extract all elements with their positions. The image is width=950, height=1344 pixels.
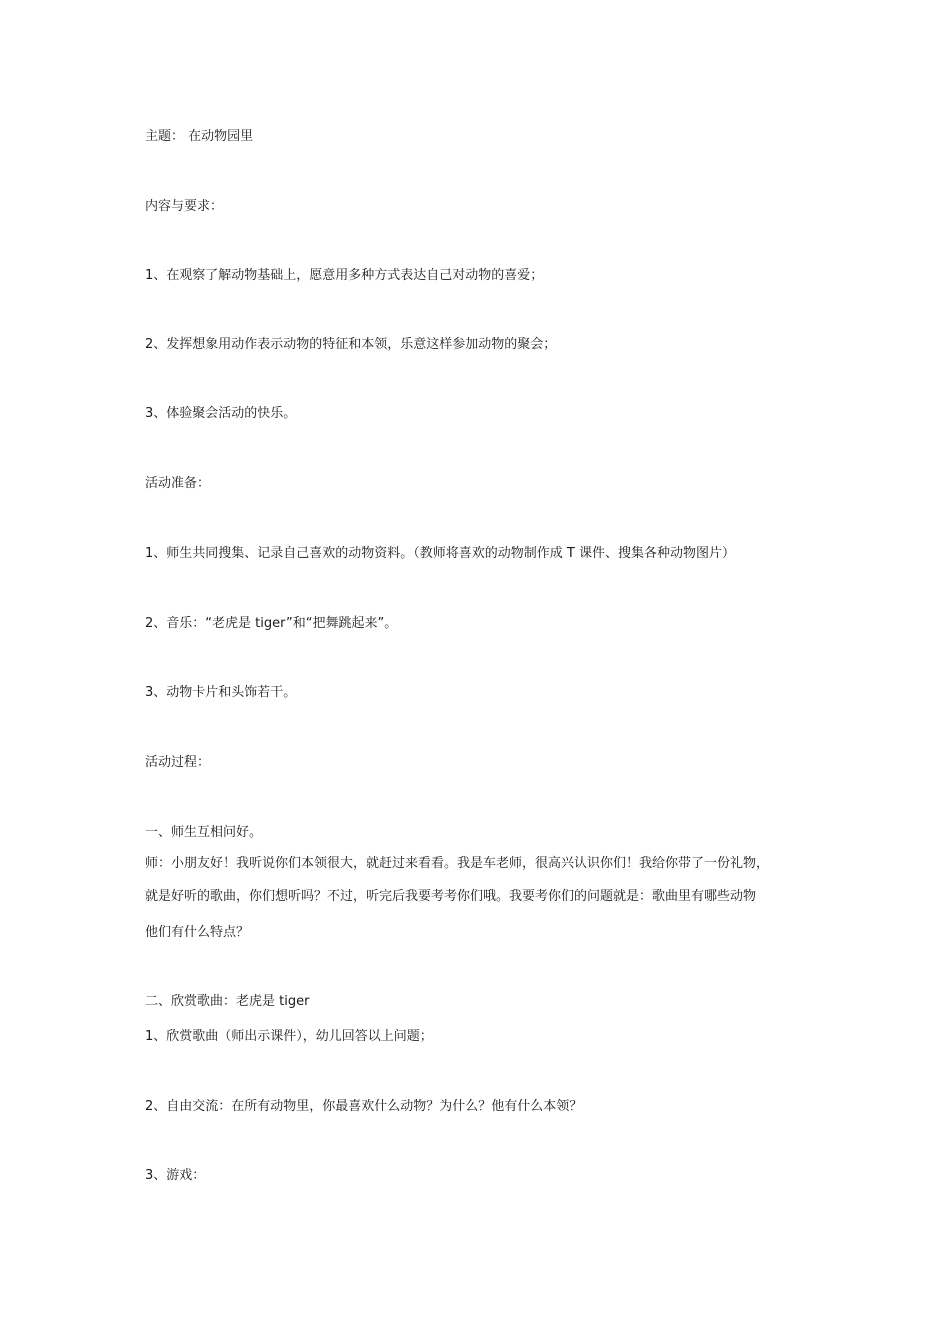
content-heading: 内容与要求： (145, 199, 224, 214)
step-one-paragraph-line: 师：小朋友好！我听说你们本领很大，就赶过来看看。我是车老师，很高兴认识你们！我给你带了一份礼物， (145, 856, 770, 871)
theme-line: 主题： 在动物园里 (145, 129, 254, 144)
preparation-item: 2、音乐：“老虎是 tiger”和“把舞跳起来”。 (145, 616, 398, 631)
preparation-item: 3、动物卡片和头饰若干。 (145, 685, 297, 700)
preparation-heading: 活动准备： (145, 476, 211, 491)
step-two-item: 1、欣赏歌曲（师出示课件），幼儿回答以上问题； (145, 1029, 433, 1044)
process-heading: 活动过程： (145, 755, 211, 770)
preparation-item: 1、师生共同搜集、记录自己喜欢的动物资料。（教师将喜欢的动物制作成 T 课件、搜集各种动物图片） (145, 546, 735, 561)
requirement-item: 1、在观察了解动物基础上，愿意用多种方式表达自己对动物的喜爱； (145, 268, 544, 283)
step-two-item: 3、游戏： (145, 1168, 206, 1183)
step-two-title: 二、欣赏歌曲：老虎是 tiger (145, 994, 310, 1009)
step-two-item: 2、自由交流：在所有动物里，你最喜欢什么动物？为什么？他有什么本领？ (145, 1099, 583, 1114)
step-one-paragraph-line: 就是好听的歌曲，你们想听吗？不过，听完后我要考考你们哦。我要考你们的问题就是：歌曲里有哪些动物 (145, 889, 757, 904)
step-one-title: 一、师生互相问好。 (145, 825, 263, 840)
requirement-item: 3、体验聚会活动的快乐。 (145, 406, 297, 421)
step-one-paragraph-line: 他们有什么特点？ (145, 925, 250, 940)
requirement-item: 2、发挥想象用动作表示动物的特征和本领，乐意这样参加动物的聚会； (145, 337, 557, 352)
